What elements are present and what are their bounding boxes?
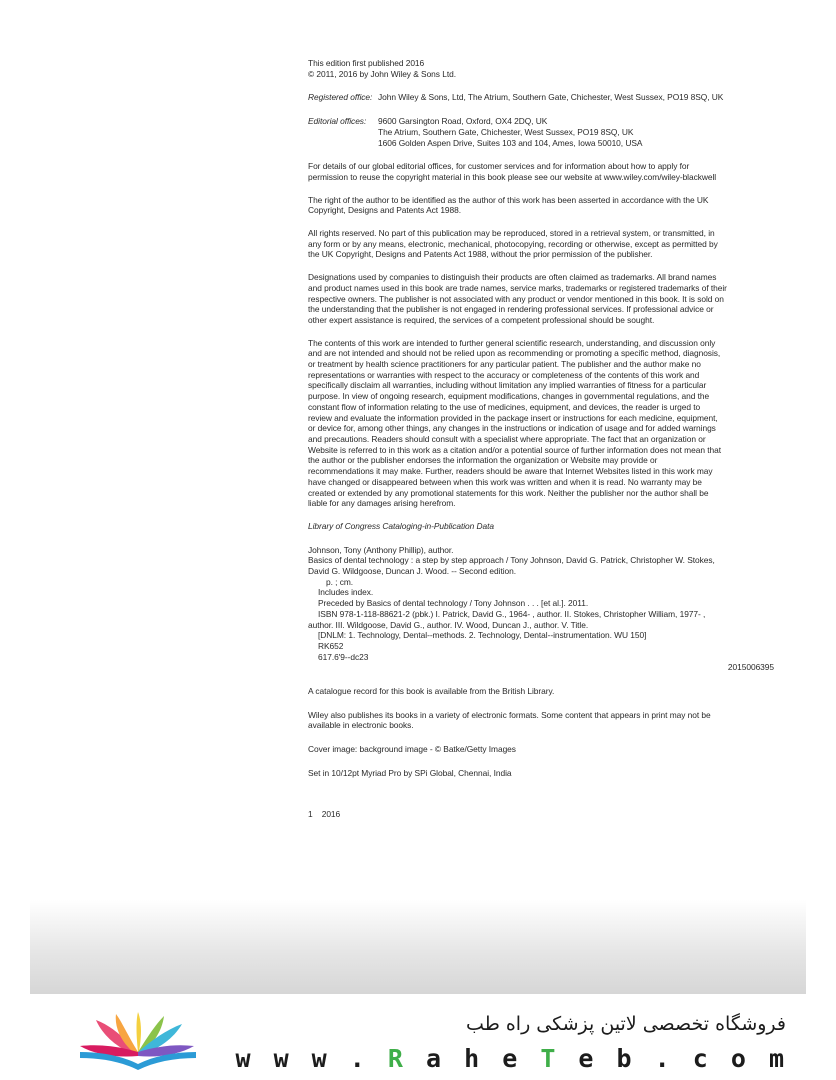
url-suffix: e b . c o m — [559, 1044, 788, 1073]
text-line: permission to reuse the copyright material in this book please see our website at www.wiley.com/wiley-blackwell — [308, 171, 717, 182]
text-line: any form or by any means, electronic, mechanical, photocopying, recording or otherwise, except as permitted by — [308, 238, 718, 249]
cip-classification: 617.6'9--dc23 — [318, 651, 369, 662]
loc-heading: Library of Congress Cataloging-in-Publication Data — [308, 520, 495, 531]
text-line: and are not intended and should not be relied upon as recommending or promoting a specific method, diagnosis, — [308, 348, 721, 359]
cip-title: Basics of dental technology : a step by step approach / Tony Johnson, David G. Patrick, Christopher W. Stokes, — [308, 555, 715, 566]
text-line: other expert assistance is required, the services of a competent professional should be sought. — [308, 314, 655, 325]
details-paragraph — [308, 161, 774, 182]
cip-note: Preceded by Basics of dental technology / Tony Johnson . . . [et al.]. 2011. — [318, 598, 589, 609]
text-line: For details of our global editorial offices, for customer services and for information about how to apply for — [308, 161, 690, 172]
editorial-office-address: 1606 Golden Aspen Drive, Suites 103 and 104, Ames, Iowa 50010, USA — [378, 137, 643, 148]
copyright-page — [308, 58, 774, 819]
all-rights-paragraph — [308, 228, 774, 260]
cip-isbn: ISBN 978-1-118-88621-2 (pbk.) I. Patrick, David G., 1964- , author. II. Stokes, Christopher William, 1977- , — [318, 608, 706, 619]
cip-classification: [DNLM: 1. Technology, Dental--methods. 2. Technology, Dental--instrumentation. WU 150] — [318, 630, 647, 641]
wiley-formats-paragraph — [308, 710, 774, 731]
text-line: Website is referred to in this work as a citation and/or a potential source of further information does not mean that — [308, 444, 721, 455]
edition-line: This edition first published 2016 — [308, 58, 425, 68]
editorial-offices-list — [378, 116, 642, 148]
registered-office-address: John Wiley & Sons, Ltd, The Atrium, Southern Gate, Chichester, West Sussex, PO19 8SQ, UK — [378, 92, 724, 103]
cover-image-credit: Cover image: background image - © Batke/Getty Images — [308, 744, 516, 755]
cip-block — [308, 545, 774, 673]
book-logo-icon — [72, 1008, 202, 1074]
text-line: review and evaluate the information provided in the package insert or instructions for each medicine, equipment, — [308, 412, 718, 423]
shop-url — [235, 1044, 788, 1073]
text-line: or device for, among other things, any changes in the instructions or indication of usage and for added warnings — [308, 423, 716, 434]
text-line: the understanding that the publisher is not engaged in rendering professional services. If professional advice or — [308, 304, 714, 315]
url-mid: a h e — [406, 1044, 541, 1073]
text-line: All rights reserved. No part of this publication may be reproduced, stored in a retrieval system, or transmitted, in — [308, 228, 715, 239]
text-line: specifically disclaim all warranties, including without limitation any implied warranties of fitness for a particular — [308, 380, 707, 391]
url-letter-r: R — [387, 1044, 407, 1073]
text-line: The right of the author to be identified as the author of this work has been asserted in accordance with the UK — [308, 194, 709, 205]
designations-paragraph — [308, 272, 774, 326]
text-line: purpose. In view of ongoing research, equipment modifications, changes in governmental regulations, and the — [308, 391, 710, 402]
typeset-line: Set in 10/12pt Myriad Pro by SPi Global, Chennai, India — [308, 767, 512, 778]
text-line: recommendations it may make. Further, readers should be aware that Internet Websites listed in this work may — [308, 466, 713, 477]
editorial-office-address: The Atrium, Southern Gate, Chichester, West Sussex, PO19 8SQ, UK — [378, 126, 634, 137]
cip-pages: p. ; cm. — [326, 576, 354, 587]
text-line: liable for any damages arising herefrom. — [308, 498, 456, 509]
text-line: representations or warranties with respect to the accuracy or completeness of the contents of this work and — [308, 369, 700, 380]
copyright-line: © 2011, 2016 by John Wiley & Sons Ltd. — [308, 68, 456, 79]
catalogue-record: A catalogue record for this book is available from the British Library. — [308, 686, 555, 697]
cip-isbn: author. III. Wildgoose, David G., author. IV. Wood, Duncan J., author. V. Title. — [308, 619, 589, 630]
text-line: The contents of this work are intended to further general scientific research, understanding, and discussion only — [308, 337, 716, 348]
text-line: Wiley also publishes its books in a variety of electronic formats. Some content that appears in print may not be — [308, 709, 711, 720]
editorial-offices — [308, 116, 774, 148]
text-line: constant flow of information relating to the use of medicines, equipment, and devices, the reader is urged to — [308, 401, 701, 412]
editorial-offices-label: Editorial offices: — [308, 116, 367, 127]
text-line: and precautions. Readers should consult with a specialist where appropriate. The fact that an organization or — [308, 433, 706, 444]
cip-title: David G. Wildgoose, Duncan J. Wood. -- Second edition. — [308, 566, 517, 577]
printing-line: 1 2016 — [308, 808, 341, 819]
editorial-office-address: 9600 Garsington Road, Oxford, OX4 2DQ, UK — [378, 116, 548, 127]
text-line: and product names used in this book are trade names, service marks, trademarks or registered trademarks of their — [308, 282, 727, 293]
shop-name: فروشگاه تخصصی لاتین پزشکی راه طب — [466, 1013, 786, 1035]
text-line: Designations used by companies to distinguish their products are often claimed as trademarks. All brand names — [308, 272, 717, 283]
text-line: or treatment by health science practitioners for any particular patient. The publisher and the author make no — [308, 359, 701, 370]
text-line: available in electronic books. — [308, 720, 414, 731]
text-line: respective owners. The publisher is not associated with any product or vendor mentioned in this book. It is sold on — [308, 293, 724, 304]
registered-office — [308, 92, 774, 103]
text-line: Copyright, Designs and Patents Act 1988. — [308, 205, 462, 216]
cip-note: Includes index. — [318, 587, 374, 598]
text-line: the author or the publisher endorses the information the organization or Website may provide or — [308, 455, 658, 466]
text-line: have changed or disappeared between when this work was written and when it is read. No warranty may be — [308, 476, 702, 487]
url-letter-t: T — [540, 1044, 560, 1073]
page-shadow — [30, 900, 806, 994]
cip-author: Johnson, Tony (Anthony Phillip), author. — [308, 544, 454, 555]
cip-record-number: 2015006395 — [727, 662, 774, 673]
url-prefix: w w w . — [235, 1044, 388, 1073]
registered-office-label: Registered office: — [308, 92, 373, 103]
cip-classification: RK652 — [318, 640, 344, 651]
text-line: created or extended by any promotional statements for this work. Neither the publisher nor the author shall be — [308, 487, 709, 498]
disclaimer-paragraph — [308, 338, 774, 509]
text-line: the UK Copyright, Designs and Patents Act 1988, without the prior permission of the publisher. — [308, 249, 653, 260]
right-of-author-paragraph — [308, 195, 774, 216]
